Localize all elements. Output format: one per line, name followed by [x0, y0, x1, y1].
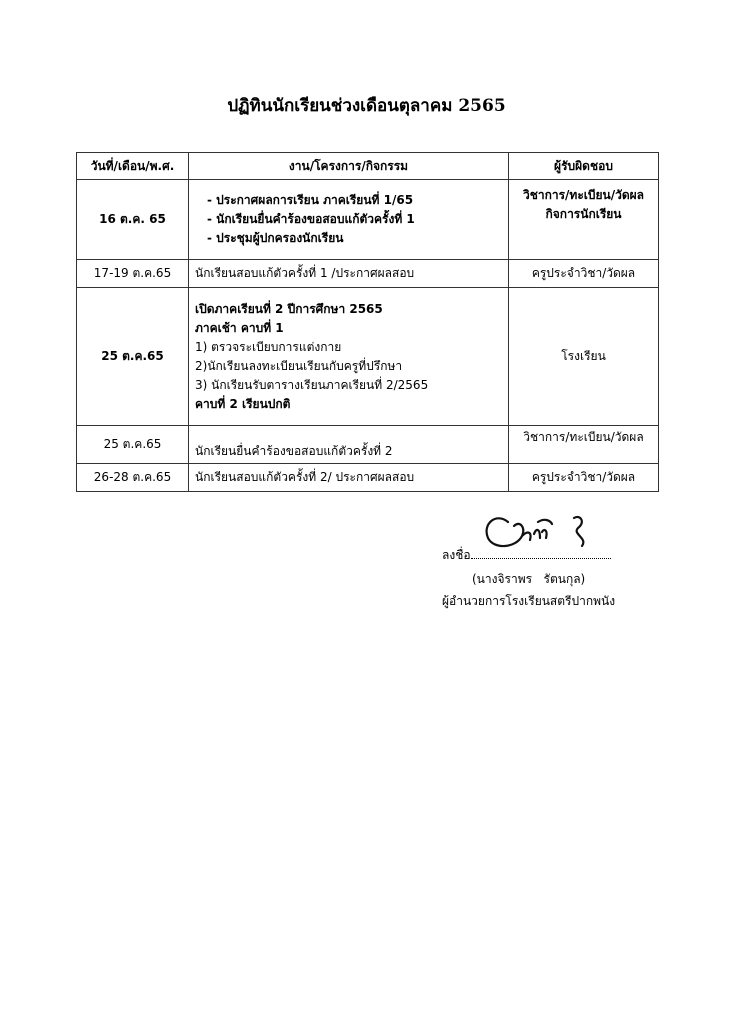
responsible-item: วิชาการ/ทะเบียน/วัดผล	[522, 188, 645, 202]
row-activities	[189, 180, 509, 260]
table-row	[77, 180, 659, 260]
row-responsible	[509, 426, 659, 464]
responsible-item: วิชาการ/ทะเบียน/วัดผล	[523, 430, 644, 444]
activity-item: 2)นักเรียนลงทะเบียนเรียนกับครูที่ปรึกษา	[195, 358, 403, 373]
responsible-item: โรงเรียน	[561, 349, 606, 363]
activity-item: - ประกาศผลการเรียน ภาคเรียนที่ 1/65	[207, 193, 414, 207]
activity-item: - ประชุมผู้ปกครองนักเรียน	[207, 231, 344, 245]
table-header-row	[77, 153, 659, 180]
activity-item: เปิดภาคเรียนที่ 2 ปีการศึกษา 2565	[195, 301, 383, 316]
activity-item: นักเรียนยื่นคำร้องขอสอบแก้ตัวครั้งที่ 2	[195, 444, 393, 458]
responsible-item: ครูประจำวิชา/วัดผล	[531, 266, 636, 280]
row-responsible	[509, 260, 659, 288]
signer-name: (นางจิราพร รัตนกุล)	[472, 572, 586, 586]
row-responsible	[509, 288, 659, 426]
activity-item: 3) นักเรียนรับตารางเรียนภาคเรียนที่ 2/2565	[195, 377, 429, 392]
signer-position: ผู้อำนวยการโรงเรียนสตรีปากพนัง	[442, 594, 616, 608]
signature-line	[442, 546, 611, 565]
table-row	[77, 464, 659, 492]
sign-label: ลงชื่อ	[442, 548, 471, 562]
row-activities	[189, 288, 509, 426]
row-activities	[189, 260, 509, 288]
activity-item: ภาคเช้า คาบที่ 1	[195, 320, 284, 335]
activity-item: - นักเรียนยื่นคำร้องขอสอบแก้ตัวครั้งที่ 1	[207, 212, 415, 226]
responsible-item: กิจการนักเรียน	[545, 207, 622, 221]
row-date: 25 ต.ค.65	[77, 426, 189, 464]
activity-item: นักเรียนสอบแก้ตัวครั้งที่ 1 /ประกาศผลสอบ	[195, 266, 415, 280]
row-date: 25 ต.ค.65	[77, 288, 189, 426]
table-row	[77, 426, 659, 464]
row-responsible	[509, 180, 659, 260]
table-row	[77, 288, 659, 426]
calendar-table	[76, 152, 659, 492]
activity-item: คาบที่ 2 เรียนปกติ	[195, 396, 291, 411]
signature-dotted-line	[471, 547, 611, 559]
header-responsible: ผู้รับผิดชอบ	[509, 153, 659, 180]
header-activity: งาน/โครงการ/กิจกรรม	[189, 153, 509, 180]
row-date: 16 ต.ค. 65	[77, 180, 189, 260]
row-date: 26-28 ต.ค.65	[77, 464, 189, 492]
row-date: 17-19 ต.ค.65	[77, 260, 189, 288]
row-responsible	[509, 464, 659, 492]
responsible-item: ครูประจำวิชา/วัดผล	[531, 470, 636, 484]
row-activities	[189, 464, 509, 492]
page-title: ปฏิทินนักเรียนช่วงเดือนตุลาคม 2565	[227, 96, 506, 116]
table-row	[77, 260, 659, 288]
activity-item: 1) ตรวจระเบียบการแต่งกาย	[195, 339, 342, 354]
header-date: วันที่/เดือน/พ.ศ.	[77, 153, 189, 180]
activity-item: นักเรียนสอบแก้ตัวครั้งที่ 2/ ประกาศผลสอบ	[195, 470, 415, 484]
row-activities	[189, 426, 509, 464]
